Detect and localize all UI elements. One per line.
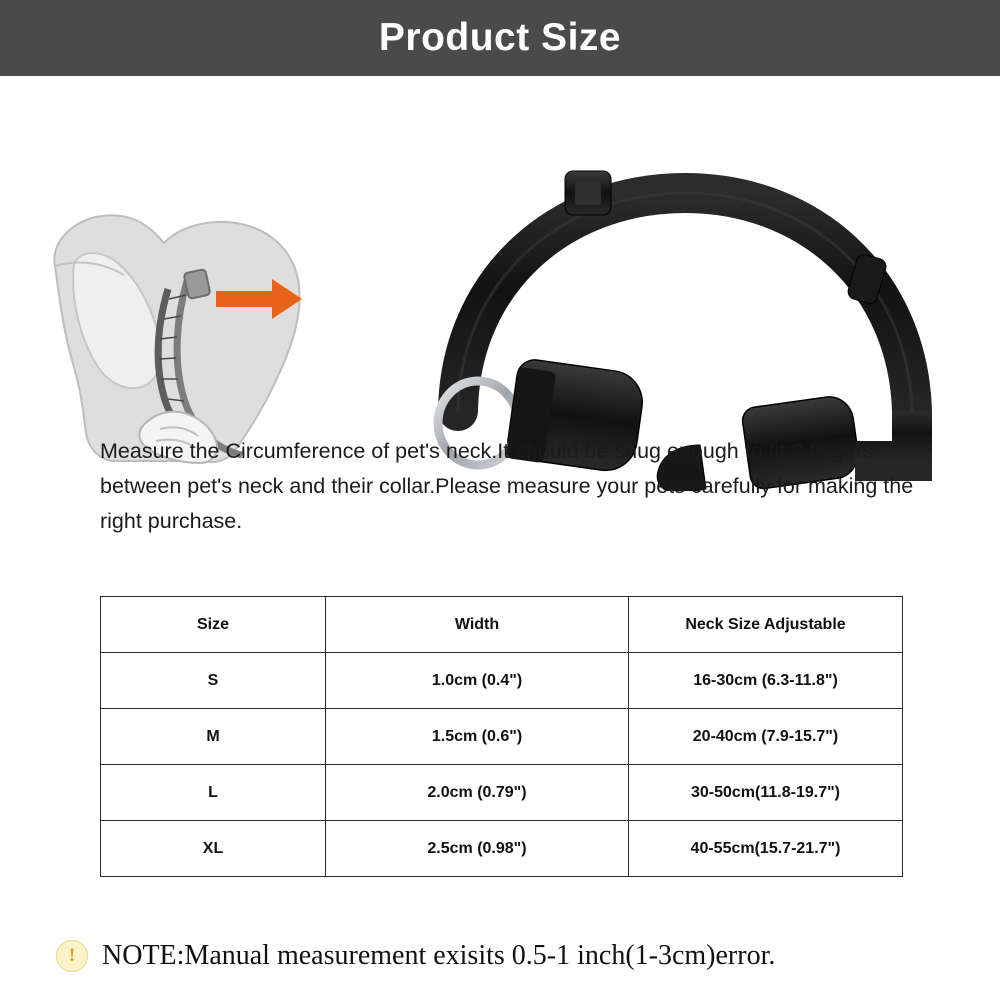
table-row: [101, 821, 903, 877]
cell-neck-size: 20-40cm (7.9-15.7"): [629, 709, 903, 765]
column-header-size: Size: [101, 597, 326, 653]
dog-neck-measure-illustration: [40, 171, 330, 471]
cell-size: M: [101, 709, 326, 765]
note-row: [56, 940, 775, 972]
cell-width: 2.0cm (0.79"): [326, 765, 629, 821]
cell-size: S: [101, 653, 326, 709]
column-header-neck-size: Neck Size Adjustable: [629, 597, 903, 653]
cell-neck-size: 30-50cm(11.8-19.7"): [629, 765, 903, 821]
cell-width: 1.5cm (0.6"): [326, 709, 629, 765]
slider-adjuster: [565, 171, 611, 215]
table-header-row: [101, 597, 903, 653]
table-row: [101, 765, 903, 821]
cell-neck-size: 40-55cm(15.7-21.7"): [629, 821, 903, 877]
column-header-width: Width: [326, 597, 629, 653]
exclamation-icon: !: [56, 940, 88, 972]
note-text: NOTE:Manual measurement exisits 0.5-1 inch(1-3cm)error.: [102, 940, 776, 971]
cell-size: XL: [101, 821, 326, 877]
table-row: [101, 653, 903, 709]
size-chart-table: [100, 596, 903, 877]
table-row: [101, 709, 903, 765]
cell-neck-size: 16-30cm (6.3-11.8"): [629, 653, 903, 709]
page-title: Product Size: [378, 16, 622, 59]
hero-section: [0, 76, 1000, 416]
page-header: [0, 0, 1000, 76]
cell-width: 1.0cm (0.4"): [326, 653, 629, 709]
cell-size: L: [101, 765, 326, 821]
cell-width: 2.5cm (0.98"): [326, 821, 629, 877]
measure-instructions: Measure the Circumference of pet's neck.It should be snug enough to fit 2 fingers between pet's neck and their collar.Please measure your pets carefully for making the right purchase.: [100, 439, 914, 533]
